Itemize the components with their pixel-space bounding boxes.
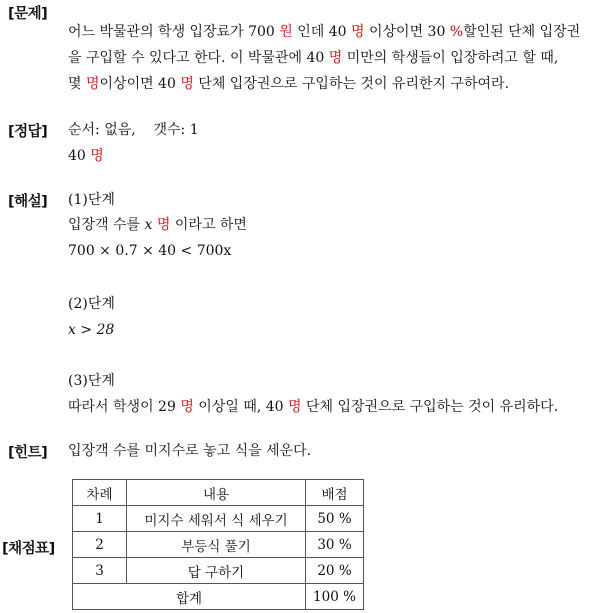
variable-x: x: [144, 217, 153, 233]
text: 40: [68, 148, 91, 164]
text: 인데 40: [292, 24, 352, 40]
table-cell: 50 %: [306, 506, 364, 532]
header-cell: 내용: [127, 480, 306, 506]
text: 단체 입장권으로 구입하는 것이 유리하다.: [301, 399, 559, 415]
unit-percent: %: [449, 24, 464, 40]
step2-title: (2)단계: [68, 296, 115, 312]
table-cell: 20 %: [306, 558, 364, 584]
text: 입장객 수를: [68, 217, 145, 233]
problem-line-3: [68, 74, 509, 94]
header-cell: 배점: [306, 480, 364, 506]
total-label: 합계: [73, 584, 306, 610]
solution-label: [해설]: [8, 194, 48, 210]
table-row: [73, 506, 364, 532]
text: 단체 입장권으로 구입하는 것이 유리한지 구하여라.: [193, 76, 510, 92]
hint-text: 입장객 수를 미지수로 놓고 식을 세운다.: [68, 443, 312, 459]
text: 이상일 때, 40: [193, 399, 289, 415]
table-cell: 미지수 세워서 식 세우기: [127, 506, 306, 532]
text: 미만의 학생들이 입장하려고 할 때,: [342, 50, 559, 66]
text: 어느 박물관의 학생 입장료가 700: [68, 24, 280, 40]
text: 할인된 단체 입장권: [463, 24, 581, 40]
answer-meta: 순서: 없음, 갯수: 1: [68, 122, 199, 138]
text: 을 구입할 수 있다고 한다. 이 박물관에 40: [68, 50, 329, 66]
total-value: 100 %: [306, 584, 364, 610]
table-total-row: [73, 584, 364, 610]
table-cell: 3: [73, 558, 127, 584]
unit-people: 명: [180, 76, 194, 92]
table-row: [73, 532, 364, 558]
unit-people: 명: [90, 148, 104, 164]
text: 따라서 학생이 29: [68, 399, 181, 415]
table-cell: 부등식 풀기: [127, 532, 306, 558]
answer-label: [정답]: [8, 124, 48, 140]
text: 이라고 하면: [170, 217, 247, 233]
step2-math: x > 28: [68, 322, 115, 338]
table-header-row: [73, 480, 364, 506]
step1-text: [68, 215, 247, 235]
table-row: [73, 558, 364, 584]
step1-title: (1)단계: [68, 192, 115, 208]
unit-people: 명: [180, 399, 194, 415]
text: 이상이면 40: [99, 76, 181, 92]
table-cell: 1: [73, 506, 127, 532]
problem-label: [문제]: [8, 6, 48, 22]
unit-people: 명: [156, 217, 171, 233]
step3-title: (3)단계: [68, 373, 115, 389]
problem-line-2: [68, 48, 558, 68]
rubric-table: [72, 479, 364, 610]
answer-value: [68, 146, 104, 166]
table-cell: 답 구하기: [127, 558, 306, 584]
unit-people: 명: [85, 76, 100, 92]
unit-people: 명: [288, 399, 302, 415]
text: 이상이면 30: [364, 24, 450, 40]
table-cell: 30 %: [306, 532, 364, 558]
table-cell: 2: [73, 532, 127, 558]
unit-people: 명: [328, 50, 343, 66]
problem-line-1: [68, 22, 580, 42]
step1-math: 700 × 0.7 × 40 < 700x: [68, 243, 232, 259]
unit-people: 명: [351, 24, 365, 40]
unit-won: 원: [279, 24, 293, 40]
text: 몇: [68, 76, 86, 92]
step3-text: [68, 397, 558, 417]
hint-label: [힌트]: [8, 445, 48, 461]
rubric-label: [채점표]: [2, 541, 55, 557]
header-cell: 차례: [73, 480, 127, 506]
